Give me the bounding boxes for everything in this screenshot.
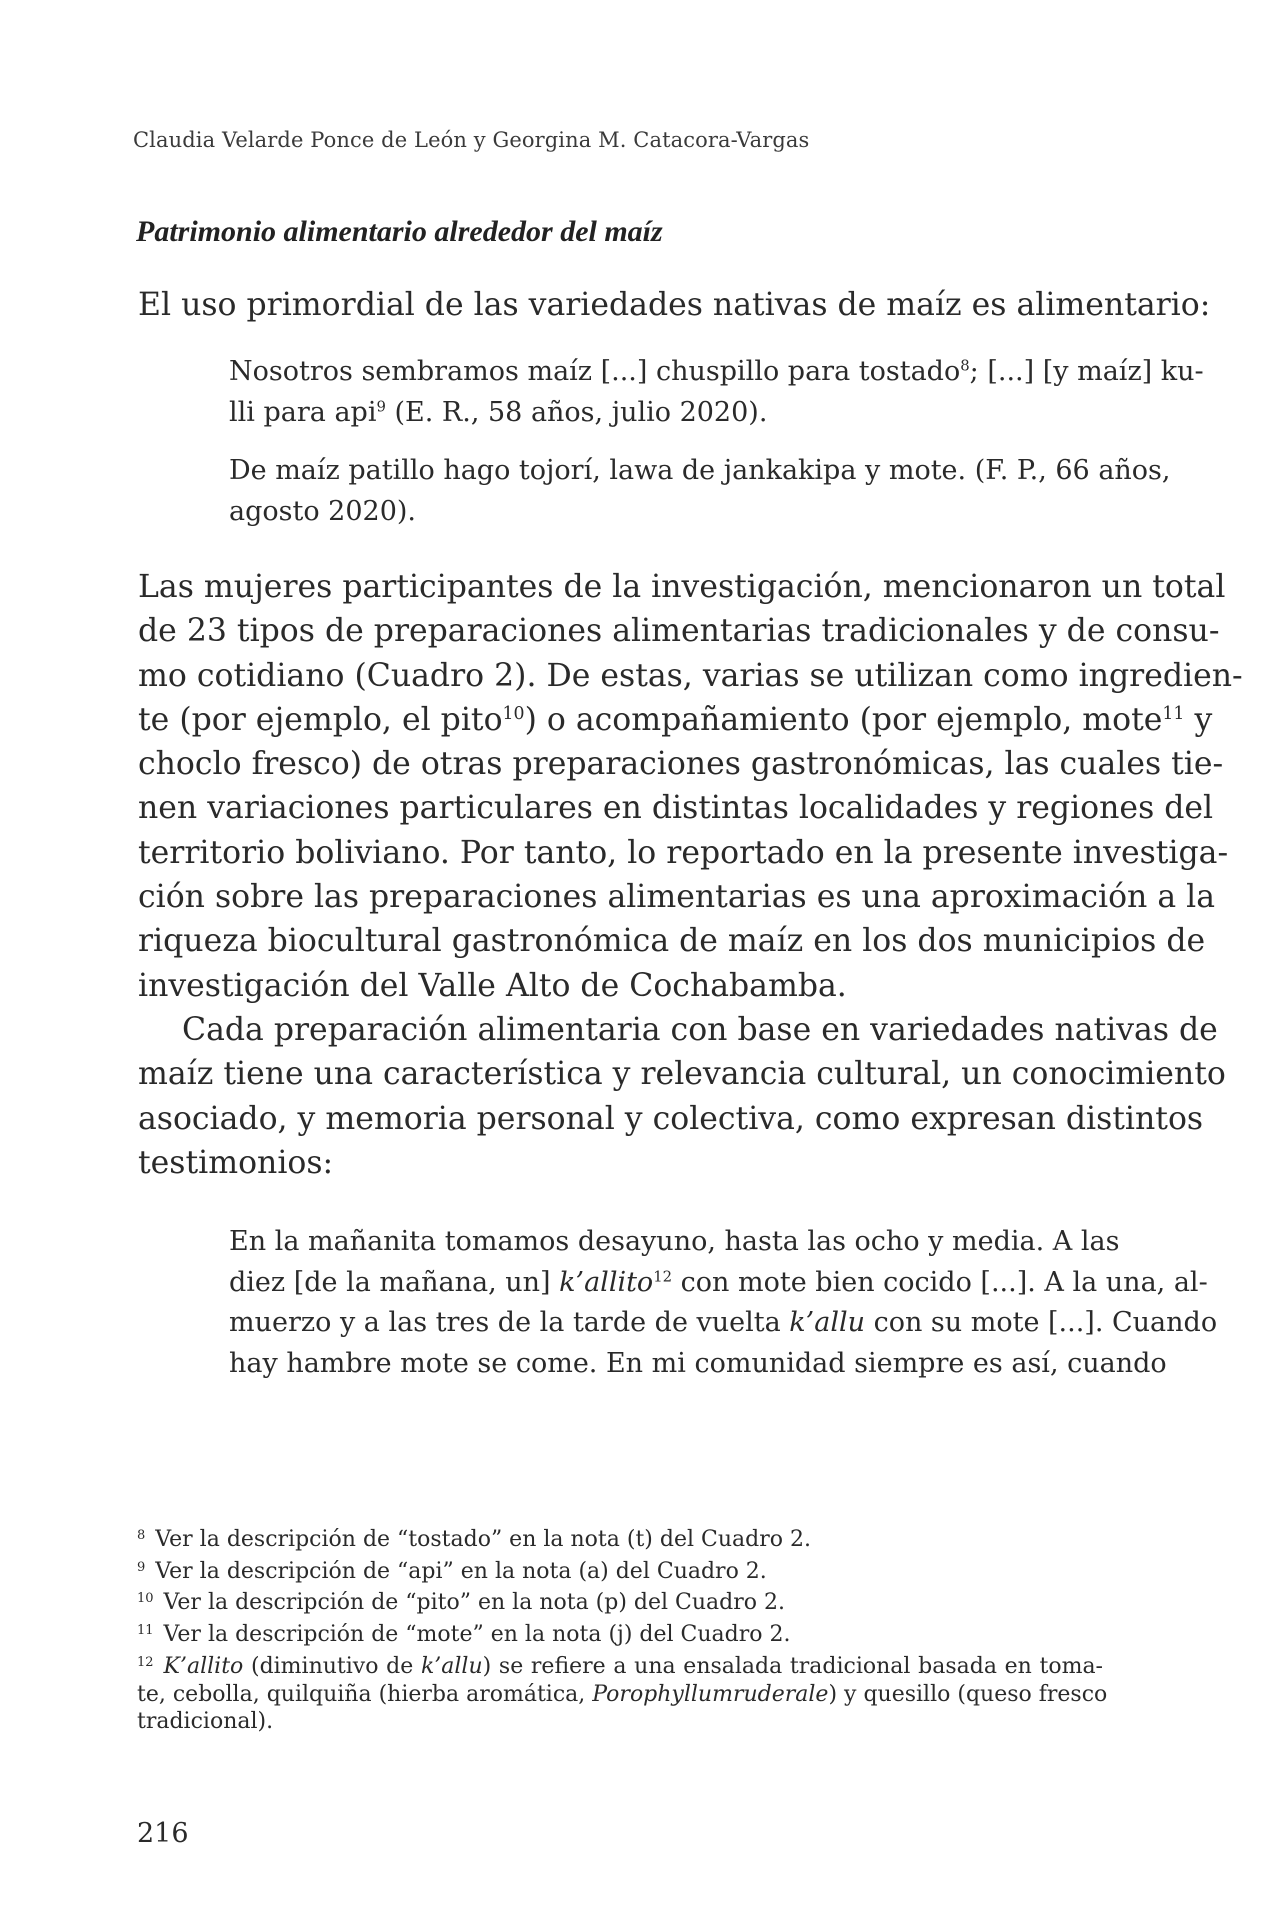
footnote-text: ) y quesillo (queso fresco	[828, 1681, 1108, 1707]
footnote-ref-12[interactable]: 12	[653, 1266, 673, 1285]
quote-line: De maíz patillo hago tojorí, lawa de jankakipa y mote. (F. P., 66 años,	[229, 455, 1171, 486]
paragraph-line: investigación del Valle Alto de Cochabamba.	[138, 967, 847, 1004]
paragraph-line: testimonios:	[138, 1144, 334, 1181]
paragraph-line: territorio boliviano. Por tanto, lo reportado en la presente investiga-	[138, 834, 1229, 871]
footnote-9	[137, 1554, 1103, 1586]
quote-line	[229, 352, 1204, 393]
block-quote-1	[229, 352, 1204, 433]
quote-text: lli para api	[229, 396, 377, 428]
paragraph-line: de 23 tipos de preparaciones alimentarias tradicionales y de consu-	[138, 613, 1220, 650]
footnote-ref-9[interactable]: 9	[376, 396, 386, 415]
quote-text: con mote bien cocido [...]. A la una, al-	[672, 1266, 1208, 1298]
page-number: 216	[137, 1818, 189, 1849]
footnote-mark: 8	[137, 1528, 146, 1543]
block-quote-2	[229, 451, 1171, 532]
quote-text: muerzo y a las tres de la tarde de vuelta	[229, 1307, 790, 1338]
quote-line: hay hambre mote se come. En mi comunidad siempre es así, cuando	[229, 1347, 1167, 1379]
paragraph-line: Cada preparación alimentaria con base en variedades nativas de	[182, 1012, 1218, 1048]
intro-paragraph	[138, 283, 1211, 327]
paragraph-line: maíz tiene una característica y relevancia cultural, un conocimiento	[138, 1056, 1226, 1093]
footnote-ref-10[interactable]: 10	[502, 703, 525, 724]
quote-line	[229, 1303, 1218, 1344]
paragraph-line: mo cotidiano (Cuadro 2). De estas, varias se utilizan como ingredien-	[138, 657, 1243, 694]
quote-line	[229, 393, 1102, 434]
quote-line: En la mañanita tomamos desayuno, hasta las ocho y media. A las	[229, 1226, 1120, 1257]
footnote-12-cont	[137, 1681, 1108, 1709]
footnote-12-end: tradicional).	[137, 1709, 274, 1735]
footnote-10	[137, 1585, 1103, 1617]
footnote-italic-term: k’allu	[420, 1653, 483, 1679]
footnote-text: (diminutivo de	[243, 1653, 421, 1679]
footnote-text: ) se refiere a una ensalada tradicional basada en toma-	[482, 1653, 1103, 1679]
footnote-text: Ver la descripción de “pito” en la nota (p) del Cuadro 2.	[163, 1590, 786, 1616]
quote-italic-term: k’allito	[559, 1266, 654, 1298]
intro-line: El uso primordial de las variedades nativas de maíz es alimentario:	[138, 287, 1211, 323]
quote-line	[229, 1263, 1208, 1304]
paragraph-text: ) o acompañamiento (por ejemplo, mote	[524, 701, 1163, 738]
footnote-text: Ver la descripción de “tostado” en la nota (t) del Cuadro 2.	[155, 1527, 811, 1552]
section-title: Patrimonio alimentario alrededor del maíz	[136, 215, 663, 248]
paragraph-line: Las mujeres participantes de la investigación, mencionaron un total	[138, 569, 1226, 605]
running-head: Claudia Velarde Ponce de León y Georgina M. Catacora-Vargas	[133, 128, 810, 152]
footnote-italic-term: K’allito	[163, 1653, 244, 1679]
paragraph-line: ción sobre las preparaciones alimentarias es una aproximación a la	[138, 879, 1215, 916]
footnote-text: Ver la descripción de “api” en la nota (a) del Cuadro 2.	[155, 1558, 767, 1584]
footnote-mark: 10	[137, 1591, 154, 1607]
paragraph-text: te (por ejemplo, el pito	[138, 701, 503, 738]
paragraph-line	[138, 698, 1213, 742]
quote-text: Nosotros sembramos maíz [...] chuspillo para tostado	[229, 356, 961, 387]
body-paragraph-2	[138, 1008, 1226, 1185]
footnote-ref-8[interactable]: 8	[960, 356, 970, 375]
block-quote-3	[229, 1222, 1218, 1384]
paragraph-line: choclo fresco) de otras preparaciones gastronómicas, las cuales tie-	[138, 746, 1224, 783]
footnote-italic-term: Porophyllumruderale	[592, 1681, 829, 1707]
paragraph-line: nen variaciones particulares en distintas localidades y regiones del	[138, 790, 1214, 827]
footnote-text: te, cebolla, quilquiña (hierba aromática,	[137, 1681, 593, 1707]
footnote-mark: 9	[137, 1559, 146, 1575]
quote-text: con su mote [...]. Cuando	[865, 1307, 1218, 1338]
footnote-mark: 11	[137, 1623, 154, 1639]
paragraph-text: y	[1184, 701, 1213, 738]
quote-text: ; [...] [y maíz] ku-	[969, 356, 1204, 387]
footnotes	[137, 1522, 1108, 1736]
paragraph-line: asociado, y memoria personal y colectiva, como expresan distintos	[138, 1100, 1204, 1137]
footnote-mark: 12	[137, 1654, 154, 1670]
footnote-8	[137, 1522, 1103, 1554]
quote-italic-term: k’allu	[789, 1307, 865, 1338]
paragraph-line: riqueza biocultural gastronómica de maíz en los dos municipios de	[138, 923, 1206, 960]
quote-line: agosto 2020).	[229, 495, 417, 527]
footnote-11	[137, 1617, 1103, 1649]
footnote-ref-11[interactable]: 11	[1162, 703, 1185, 724]
body-paragraph-1	[138, 565, 1243, 1008]
footnote-text: Ver la descripción de “mote” en la nota (j) del Cuadro 2.	[163, 1622, 791, 1648]
quote-text: (E. R., 58 años, julio 2020).	[385, 396, 768, 428]
footnote-12	[137, 1649, 1103, 1681]
quote-text: diez [de la mañana, un]	[229, 1266, 560, 1298]
